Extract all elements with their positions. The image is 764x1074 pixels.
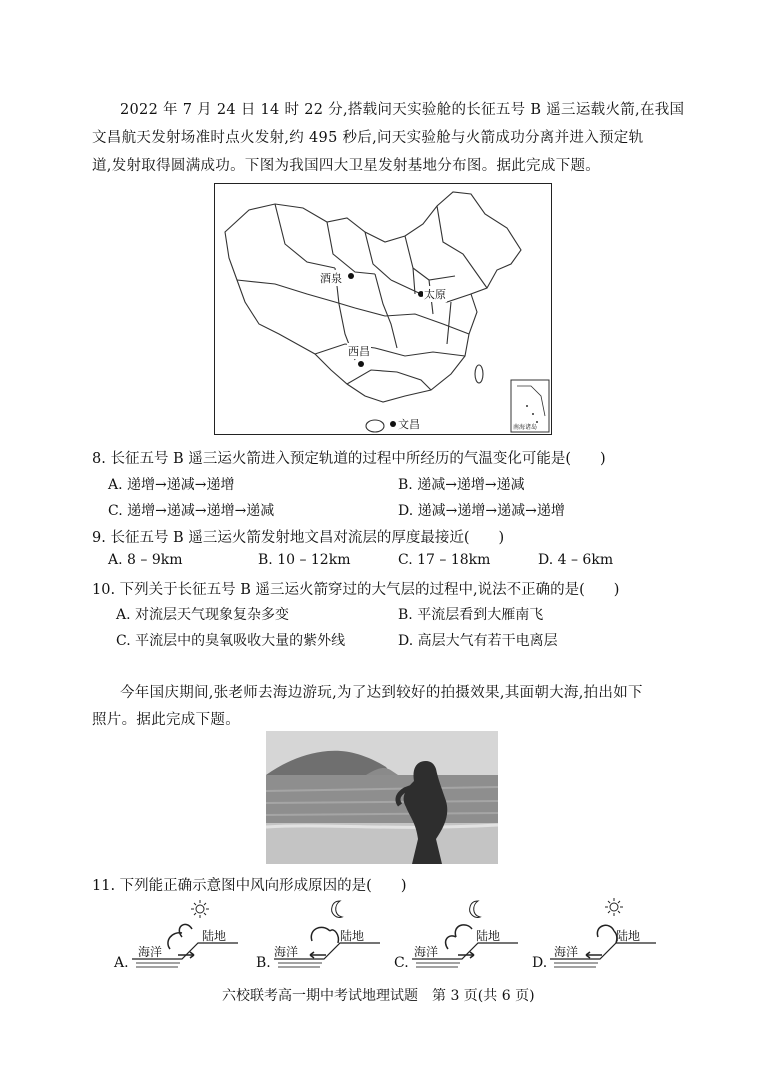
moon-icon [470,901,480,917]
question-11-option-b [254,897,384,977]
option-a-letter: A. [114,955,129,971]
question-9-option-b: B. 10 – 12km [258,552,351,568]
question-11-stem: 11. 下列能正确示意图中风向形成原因的是( ) [92,878,407,894]
option-a-sea-label: 海洋 [138,945,163,959]
intro-paragraph-2-line-1: 今年国庆期间,张老师去海边游玩,为了达到较好的拍摄效果,其面朝大海,拍出如下 [120,685,643,701]
question-10-stem: 10. 下列关于长征五号 B 遥三运火箭穿过的大气层的过程中,说法不正确的是( ) [92,582,620,598]
question-11-option-a [112,897,242,977]
china-launch-sites-map [214,183,552,435]
question-8-stem: 8. 长征五号 B 遥三运火箭进入预定轨道的过程中所经历的气温变化可能是( ) [92,451,606,467]
beach-photo [266,731,498,864]
wenchang-dot [390,421,396,427]
intro-paragraph-1-line-2: 文昌航天发射场准时点火发射,约 495 秒后,问天实验舱与火箭成功分离并进入预定轨 [92,130,644,146]
intro-paragraph-1-line-3: 道,发射取得圆满成功。下图为我国四大卫星发射基地分布图。据此完成下题。 [92,158,601,174]
moon-icon [332,901,342,917]
intro-paragraph-2-line-2: 照片。据此完成下题。 [92,712,240,728]
question-10-option-d: D. 高层大气有若干电离层 [398,633,558,649]
xichang-dot [358,361,364,367]
intro-paragraph-1-line-1: 2022 年 7 月 24 日 14 时 22 分,搭载问天实验舱的长征五号 B 遥三运载火箭,在我国 [120,102,685,118]
question-10-option-c: C. 平流层中的臭氧吸收大量的紫外线 [116,633,346,649]
option-c-letter: C. [394,955,409,971]
question-8-option-c: C. 递增→递减→递增→递减 [108,503,275,519]
page-footer: 六校联考高一期中考试地理试题 第 3 页(共 6 页) [222,988,535,1004]
land-breeze-diagram-b [254,897,384,977]
land-breeze-diagram-c [392,897,522,977]
question-8-option-a: A. 递增→递减→递增 [108,477,235,493]
option-b-letter: B. [256,955,271,971]
question-10-option-a: A. 对流层天气现象复杂多变 [116,607,290,623]
question-11-option-c [392,897,522,977]
question-9-option-d: D. 4 – 6km [538,552,614,568]
city-label-wenchang: 文昌 [398,418,420,431]
option-d-land-label: 陆地 [616,929,641,943]
option-a-land-label: 陆地 [202,929,227,943]
sun-icon [191,900,209,918]
question-9-option-c: C. 17 – 18km [398,552,491,568]
sun-icon [605,898,623,916]
inset-label: 南海诸岛 [513,424,538,431]
option-b-sea-label: 海洋 [274,945,299,959]
question-8-option-b: B. 递减→递增→递减 [398,477,525,493]
jiuquan-dot [348,273,354,279]
question-9-option-a: A. 8 – 9km [108,552,183,568]
beach-photo-scene [266,731,498,864]
question-11-option-d [530,897,660,977]
city-label-taiyuan: 太原 [424,288,446,301]
sea-breeze-diagram-d [530,897,660,977]
option-d-sea-label: 海洋 [554,945,579,959]
option-b-land-label: 陆地 [340,929,365,943]
china-map-outline [215,184,551,434]
city-label-jiuquan: 酒泉 [320,272,342,285]
option-c-land-label: 陆地 [476,929,501,943]
city-label-xichang: 西昌 [348,345,370,358]
option-c-sea-label: 海洋 [414,945,439,959]
option-d-letter: D. [532,955,548,971]
question-9-stem: 9. 长征五号 B 遥三运火箭发射地文昌对流层的厚度最接近( ) [92,530,505,546]
question-8-option-d: D. 递减→递增→递减→递增 [398,503,565,519]
question-10-option-b: B. 平流层看到大雁南飞 [398,607,544,623]
